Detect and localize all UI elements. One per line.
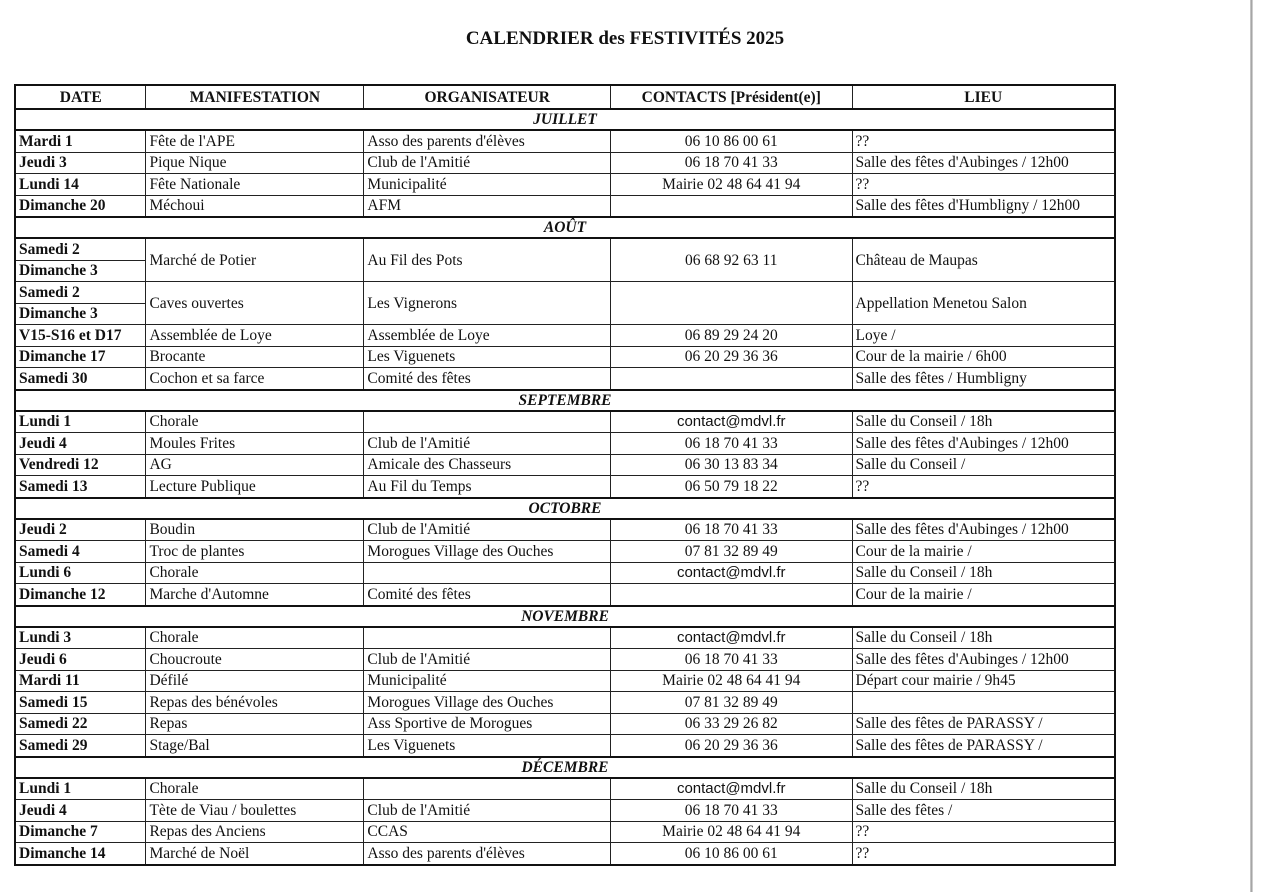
lieu-cell: Salle des fêtes d'Aubinges / 12h00 bbox=[852, 649, 1115, 671]
date-cell: Dimanche 14 bbox=[15, 843, 146, 865]
manifestation-cell: Marché de Potier bbox=[146, 238, 364, 282]
organisateur-cell: Au Fil du Temps bbox=[364, 476, 611, 498]
month-row-octobre bbox=[15, 498, 1115, 519]
organisateur-cell: Club de l'Amitié bbox=[364, 649, 611, 671]
event-row bbox=[15, 692, 1115, 714]
organisateur-cell: Ass Sportive de Morogues bbox=[364, 713, 611, 735]
organisateur-cell: Club de l'Amitié bbox=[364, 152, 611, 174]
lieu-cell: Départ cour mairie / 9h45 bbox=[852, 670, 1115, 692]
lieu-cell: Salle du Conseil / 18h bbox=[852, 778, 1115, 800]
manifestation-cell: Caves ouvertes bbox=[146, 282, 364, 325]
organisateur-cell: Club de l'Amitié bbox=[364, 519, 611, 541]
date-cell: Dimanche 7 bbox=[15, 821, 146, 843]
date-cell: Jeudi 6 bbox=[15, 649, 146, 671]
manifestation-cell: AG bbox=[146, 454, 364, 476]
event-row bbox=[15, 541, 1115, 563]
organisateur-cell: AFM bbox=[364, 195, 611, 217]
lieu-cell: Salle des fêtes d'Aubinges / 12h00 bbox=[852, 152, 1115, 174]
lieu-cell: Salle des fêtes de PARASSY / bbox=[852, 735, 1115, 757]
event-row bbox=[15, 713, 1115, 735]
organisateur-cell bbox=[364, 627, 611, 649]
organisateur-cell: Club de l'Amitié bbox=[364, 433, 611, 455]
month-label: SEPTEMBRE bbox=[15, 390, 1115, 411]
event-row bbox=[15, 346, 1115, 368]
manifestation-cell: Méchoui bbox=[146, 195, 364, 217]
contact-cell: 06 18 70 41 33 bbox=[611, 152, 852, 174]
lieu-cell: Appellation Menetou Salon bbox=[852, 282, 1115, 325]
manifestation-cell: Repas des Anciens bbox=[146, 821, 364, 843]
organisateur-cell: CCAS bbox=[364, 821, 611, 843]
event-row bbox=[15, 325, 1115, 347]
event-row bbox=[15, 282, 1115, 304]
organisateur-cell: Au Fil des Pots bbox=[364, 238, 611, 282]
contact-cell: 06 20 29 36 36 bbox=[611, 346, 852, 368]
contact-cell: contact@mdvl.fr bbox=[611, 778, 852, 800]
organisateur-cell bbox=[364, 778, 611, 800]
date-cell: Vendredi 12 bbox=[15, 454, 146, 476]
lieu-cell: Salle des fêtes de PARASSY / bbox=[852, 713, 1115, 735]
lieu-cell: Salle des fêtes / Humbligny bbox=[852, 368, 1115, 390]
contact-cell bbox=[611, 584, 852, 606]
date-cell: Lundi 3 bbox=[15, 627, 146, 649]
manifestation-cell: Chorale bbox=[146, 627, 364, 649]
organisateur-cell: Club de l'Amitié bbox=[364, 800, 611, 822]
lieu-cell bbox=[852, 692, 1115, 714]
events-calendar-table bbox=[14, 84, 1116, 866]
contact-cell: Mairie 02 48 64 41 94 bbox=[611, 670, 852, 692]
month-row-decembre bbox=[15, 757, 1115, 778]
manifestation-cell: Pique Nique bbox=[146, 152, 364, 174]
contact-cell: 06 20 29 36 36 bbox=[611, 735, 852, 757]
date-cell: V15-S16 et D17 bbox=[15, 325, 146, 347]
contact-cell: 07 81 32 89 49 bbox=[611, 541, 852, 563]
date-cell: Samedi 2 bbox=[15, 282, 146, 304]
contact-cell: contact@mdvl.fr bbox=[611, 562, 852, 584]
contact-cell: 06 18 70 41 33 bbox=[611, 433, 852, 455]
header-manifestation: MANIFESTATION bbox=[146, 85, 364, 109]
header-contacts: CONTACTS [Président(e)] bbox=[611, 85, 852, 109]
contact-cell: 06 30 13 83 34 bbox=[611, 454, 852, 476]
month-label: JUILLET bbox=[15, 109, 1115, 130]
date-cell: Samedi 30 bbox=[15, 368, 146, 390]
lieu-cell: Château de Maupas bbox=[852, 238, 1115, 282]
date-cell: Samedi 13 bbox=[15, 476, 146, 498]
organisateur-cell: Morogues Village des Ouches bbox=[364, 541, 611, 563]
manifestation-cell: Boudin bbox=[146, 519, 364, 541]
manifestation-cell: Repas des bénévoles bbox=[146, 692, 364, 714]
organisateur-cell bbox=[364, 562, 611, 584]
date-cell: Dimanche 12 bbox=[15, 584, 146, 606]
page-title: CALENDRIER des FESTIVITÉS 2025 bbox=[465, 28, 785, 49]
date-cell: Jeudi 2 bbox=[15, 519, 146, 541]
event-row bbox=[15, 519, 1115, 541]
organisateur-cell: Comité des fêtes bbox=[364, 584, 611, 606]
organisateur-cell bbox=[364, 411, 611, 433]
date-cell: Jeudi 3 bbox=[15, 152, 146, 174]
date-cell: Mardi 1 bbox=[15, 130, 146, 152]
lieu-cell: Salle des fêtes d'Aubinges / 12h00 bbox=[852, 433, 1115, 455]
event-row bbox=[15, 195, 1115, 217]
organisateur-cell: Asso des parents d'élèves bbox=[364, 130, 611, 152]
date-cell: Samedi 4 bbox=[15, 541, 146, 563]
event-row bbox=[15, 454, 1115, 476]
manifestation-cell: Cochon et sa farce bbox=[146, 368, 364, 390]
manifestation-cell: Chorale bbox=[146, 411, 364, 433]
month-label: AOÛT bbox=[15, 217, 1115, 238]
organisateur-cell: Municipalité bbox=[364, 174, 611, 196]
month-row-aout bbox=[15, 217, 1115, 238]
event-row bbox=[15, 433, 1115, 455]
contact-cell: 06 33 29 26 82 bbox=[611, 713, 852, 735]
contact-cell: 07 81 32 89 49 bbox=[611, 692, 852, 714]
lieu-cell: ?? bbox=[852, 821, 1115, 843]
date-cell: Samedi 29 bbox=[15, 735, 146, 757]
organisateur-cell: Assemblée de Loye bbox=[364, 325, 611, 347]
date-cell: Lundi 1 bbox=[15, 778, 146, 800]
contact-cell: 06 18 70 41 33 bbox=[611, 519, 852, 541]
manifestation-cell: Marché de Noël bbox=[146, 843, 364, 865]
lieu-cell: Loye / bbox=[852, 325, 1115, 347]
organisateur-cell: Asso des parents d'élèves bbox=[364, 843, 611, 865]
event-row bbox=[15, 670, 1115, 692]
lieu-cell: ?? bbox=[852, 843, 1115, 865]
lieu-cell: Salle du Conseil / 18h bbox=[852, 411, 1115, 433]
event-row bbox=[15, 800, 1115, 822]
manifestation-cell: Repas bbox=[146, 713, 364, 735]
date-cell: Dimanche 3 bbox=[15, 303, 146, 325]
header-date: DATE bbox=[15, 85, 146, 109]
month-label: DÉCEMBRE bbox=[15, 757, 1115, 778]
month-label: NOVEMBRE bbox=[15, 606, 1115, 627]
lieu-cell: Salle du Conseil / 18h bbox=[852, 562, 1115, 584]
lieu-cell: Salle des fêtes d'Aubinges / 12h00 bbox=[852, 519, 1115, 541]
contact-cell: contact@mdvl.fr bbox=[611, 411, 852, 433]
scan-edge-shadow bbox=[1250, 0, 1253, 892]
contact-cell: 06 89 29 24 20 bbox=[611, 325, 852, 347]
manifestation-cell: Marche d'Automne bbox=[146, 584, 364, 606]
contact-cell: Mairie 02 48 64 41 94 bbox=[611, 174, 852, 196]
lieu-cell: Salle des fêtes d'Humbligny / 12h00 bbox=[852, 195, 1115, 217]
event-row bbox=[15, 476, 1115, 498]
organisateur-cell: Amicale des Chasseurs bbox=[364, 454, 611, 476]
contact-cell: Mairie 02 48 64 41 94 bbox=[611, 821, 852, 843]
manifestation-cell: Tète de Viau / boulettes bbox=[146, 800, 364, 822]
contact-cell: contact@mdvl.fr bbox=[611, 627, 852, 649]
manifestation-cell: Brocante bbox=[146, 346, 364, 368]
month-row-juillet bbox=[15, 109, 1115, 130]
lieu-cell: ?? bbox=[852, 476, 1115, 498]
lieu-cell: Cour de la mairie / bbox=[852, 584, 1115, 606]
organisateur-cell: Morogues Village des Ouches bbox=[364, 692, 611, 714]
date-cell: Dimanche 17 bbox=[15, 346, 146, 368]
manifestation-cell: Stage/Bal bbox=[146, 735, 364, 757]
date-cell: Dimanche 3 bbox=[15, 260, 146, 282]
date-cell: Jeudi 4 bbox=[15, 800, 146, 822]
contact-cell: 06 18 70 41 33 bbox=[611, 649, 852, 671]
event-row bbox=[15, 778, 1115, 800]
contact-cell: 06 10 86 00 61 bbox=[611, 130, 852, 152]
calendar-body bbox=[15, 109, 1115, 865]
event-row bbox=[15, 649, 1115, 671]
lieu-cell: Cour de la mairie / bbox=[852, 541, 1115, 563]
manifestation-cell: Troc de plantes bbox=[146, 541, 364, 563]
event-row bbox=[15, 562, 1115, 584]
date-cell: Samedi 15 bbox=[15, 692, 146, 714]
manifestation-cell: Choucroute bbox=[146, 649, 364, 671]
organisateur-cell: Les Viguenets bbox=[364, 346, 611, 368]
lieu-cell: ?? bbox=[852, 174, 1115, 196]
date-cell: Samedi 2 bbox=[15, 238, 146, 260]
manifestation-cell: Chorale bbox=[146, 562, 364, 584]
event-row bbox=[15, 843, 1115, 865]
header-lieu: LIEU bbox=[852, 85, 1115, 109]
organisateur-cell: Les Viguenets bbox=[364, 735, 611, 757]
manifestation-cell: Chorale bbox=[146, 778, 364, 800]
month-label: OCTOBRE bbox=[15, 498, 1115, 519]
lieu-cell: ?? bbox=[852, 130, 1115, 152]
lieu-cell: Salle du Conseil / bbox=[852, 454, 1115, 476]
date-cell: Mardi 11 bbox=[15, 670, 146, 692]
event-row bbox=[15, 174, 1115, 196]
organisateur-cell: Comité des fêtes bbox=[364, 368, 611, 390]
contact-cell: 06 50 79 18 22 bbox=[611, 476, 852, 498]
header-organisateur: ORGANISATEUR bbox=[364, 85, 611, 109]
event-row bbox=[15, 411, 1115, 433]
contact-cell bbox=[611, 282, 852, 325]
contact-cell: 06 10 86 00 61 bbox=[611, 843, 852, 865]
header-row bbox=[15, 85, 1115, 109]
manifestation-cell: Assemblée de Loye bbox=[146, 325, 364, 347]
event-row bbox=[15, 821, 1115, 843]
event-row bbox=[15, 238, 1115, 260]
manifestation-cell: Lecture Publique bbox=[146, 476, 364, 498]
contact-cell bbox=[611, 195, 852, 217]
contact-cell: 06 68 92 63 11 bbox=[611, 238, 852, 282]
date-cell: Lundi 14 bbox=[15, 174, 146, 196]
contact-cell bbox=[611, 368, 852, 390]
date-cell: Lundi 6 bbox=[15, 562, 146, 584]
event-row bbox=[15, 735, 1115, 757]
manifestation-cell: Défilé bbox=[146, 670, 364, 692]
month-row-novembre bbox=[15, 606, 1115, 627]
month-row-septembre bbox=[15, 390, 1115, 411]
event-row bbox=[15, 584, 1115, 606]
manifestation-cell: Fête Nationale bbox=[146, 174, 364, 196]
organisateur-cell: Municipalité bbox=[364, 670, 611, 692]
date-cell: Dimanche 20 bbox=[15, 195, 146, 217]
lieu-cell: Cour de la mairie / 6h00 bbox=[852, 346, 1115, 368]
date-cell: Samedi 22 bbox=[15, 713, 146, 735]
date-cell: Jeudi 4 bbox=[15, 433, 146, 455]
contact-cell: 06 18 70 41 33 bbox=[611, 800, 852, 822]
event-row bbox=[15, 130, 1115, 152]
date-cell: Lundi 1 bbox=[15, 411, 146, 433]
event-row bbox=[15, 627, 1115, 649]
lieu-cell: Salle des fêtes / bbox=[852, 800, 1115, 822]
event-row bbox=[15, 152, 1115, 174]
manifestation-cell: Moules Frites bbox=[146, 433, 364, 455]
manifestation-cell: Fête de l'APE bbox=[146, 130, 364, 152]
organisateur-cell: Les Vignerons bbox=[364, 282, 611, 325]
lieu-cell: Salle du Conseil / 18h bbox=[852, 627, 1115, 649]
event-row bbox=[15, 368, 1115, 390]
